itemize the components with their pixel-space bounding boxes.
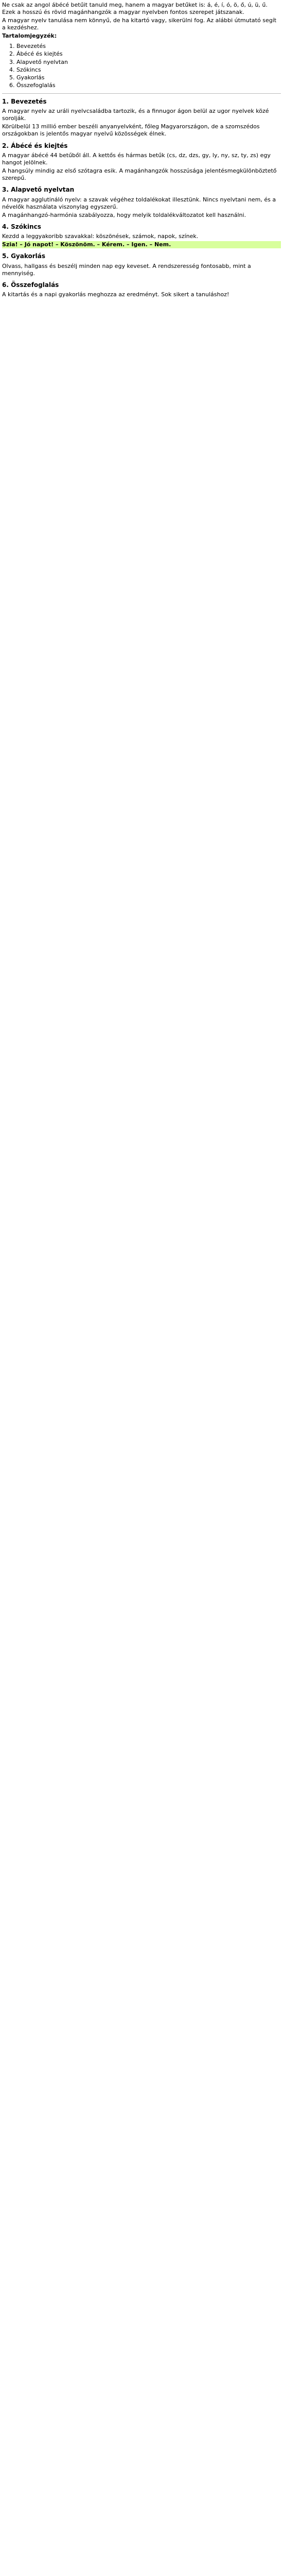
section-paragraph: A kitartás és a napi gyakorlás meghozza az eredményt. Sok sikert a tanuláshoz! [2,291,229,298]
section-introduction [2,98,281,138]
section-paragraph: A magyar agglutináló nyelv: a szavak végéhez toldalékokat illesztünk. Nincs nyelvtani nem, és a névelők használata viszonylag egyszerű. [2,196,276,210]
toc-item[interactable]: 2. Ábécé és kiejtés [9,50,63,58]
section-paragraph: Körülbelül 13 millió ember beszéli anyanyelvként, főleg Magyarországon, de a szomszédos országokban is jelentős magyar nyelvű közösségek élnek. [2,123,260,138]
toc-item[interactable]: 1. Bevezetés [9,43,46,50]
table-of-contents [2,43,281,89]
section-summary [2,281,281,298]
section-title: 5. Gyakorlás [2,252,46,260]
section-alphabet [2,142,281,182]
document-page [0,0,283,298]
section-title: 2. Ábécé és kiejtés [2,142,68,149]
section-paragraph: Kezdd a leggyakoribb szavakkal: köszönések, számok, napok, színek. [2,233,199,240]
intro-section [2,2,281,40]
toc-heading: Tartalomjegyzék: [2,32,57,40]
toc-item[interactable]: 5. Gyakorlás [9,74,45,81]
section-title: 6. Összefoglalás [2,281,59,289]
section-title: 1. Bevezetés [2,97,47,105]
section-paragraph: A magyar ábécé 44 betűből áll. A kettős és hármas betűk (cs, dz, dzs, gy, ly, ny, sz, ty, zs) egy hangot jelölnek. [2,151,271,166]
section-practice [2,252,281,277]
toc-item[interactable]: 4. Szókincs [9,66,41,73]
section-vocabulary [2,223,281,249]
section-paragraph: Olvass, hallgass és beszélj minden nap egy keveset. A rendszeresség fontosabb, mint a mennyiség. [2,262,251,277]
toc-item[interactable]: 3. Alapvető nyelvtan [9,58,68,65]
intro-paragraph: A magyar nyelv tanulása nem könnyű, de ha kitartó vagy, sikerülni fog. Az alábbi útmutató segít a kezdéshez. [2,17,277,31]
section-title: 4. Szókincs [2,223,41,230]
section-grammar [2,186,281,219]
phrase-list: Szia! – Jó napot! – Köszönöm. – Kérem. – Igen. – Nem. [2,241,281,248]
divider [2,93,281,94]
section-paragraph: A magánhangzó-harmónia szabályozza, hogy melyik toldalékváltozatot kell használni. [2,211,246,218]
section-title: 3. Alapvető nyelvtan [2,186,75,194]
section-paragraph: A magyar nyelv az uráli nyelvcsaládba tartozik, és a finnugor ágon belül az ugor nyelvek közé sorolják. [2,108,269,122]
toc-item[interactable]: 6. Összefoglalás [9,81,56,89]
section-paragraph: A hangsúly mindig az első szótagra esik. A magánhangzók hosszúsága jelentésmegkülönböztető szerepű. [2,167,277,182]
intro-paragraph: Ne csak az angol ábécé betűit tanuld meg, hanem a magyar betűket is: á, é, í, ó, ö, ő, ú, ü, ű. Ezek a hosszú és rövid magánhangzók a magyar nyelvben fontos szerepet játszanak. [2,2,268,16]
